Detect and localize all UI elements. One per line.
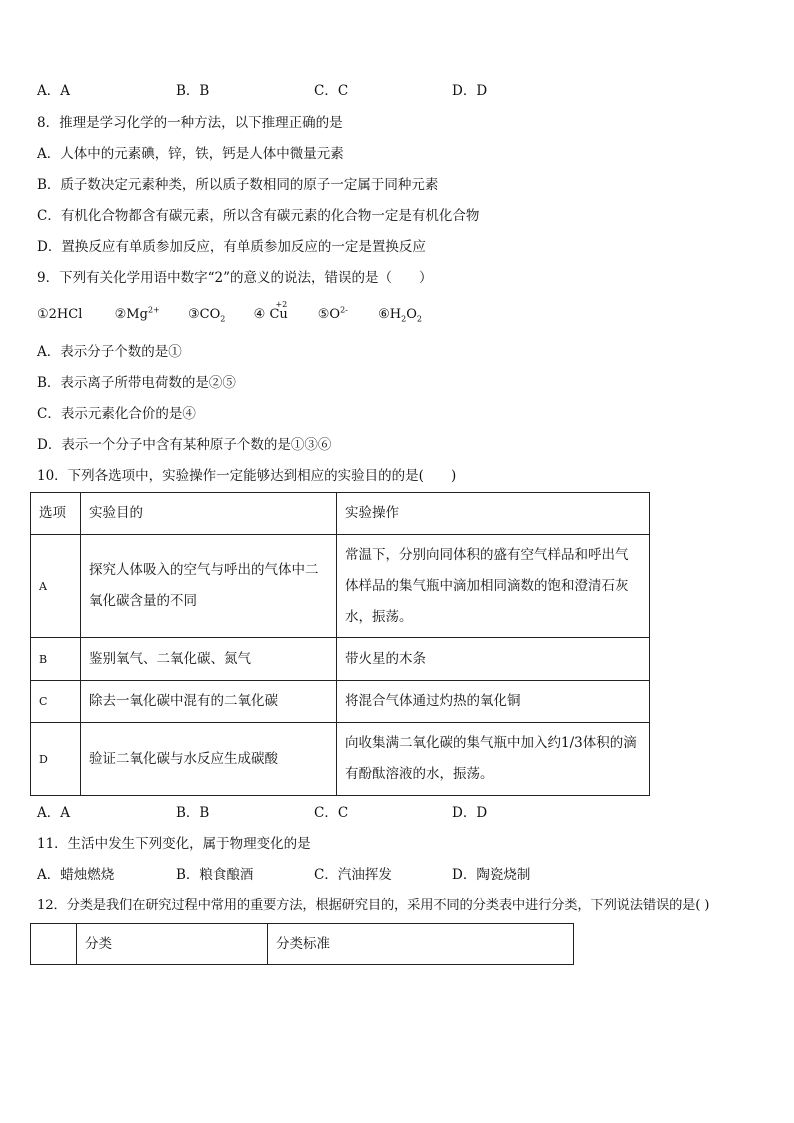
header-blank bbox=[31, 924, 77, 965]
q9-option-d: D．表示一个分子中含有某种原子个数的是①③⑥ bbox=[37, 437, 332, 453]
header-category: 分类 bbox=[77, 924, 268, 965]
q7-option-c: C．C bbox=[314, 83, 349, 99]
formula-1: ①2HCl bbox=[37, 307, 83, 322]
formula-5: $⑤O^{2-}$ bbox=[317, 305, 348, 322]
q9-option-b: B．表示离子所带电荷数的是②⑤ bbox=[37, 375, 236, 391]
q10-option-b: B．B bbox=[176, 805, 210, 821]
formula-3: $③CO_2$ bbox=[188, 307, 226, 324]
header-criterion: 分类标准 bbox=[268, 924, 574, 965]
header-goal: 实验目的 bbox=[81, 493, 337, 535]
formula-6: $⑥H_2O_2$ bbox=[378, 307, 422, 324]
q9-stem: 9．下列有关化学用语中数字“2”的意义的说法，错误的是（ ） bbox=[37, 270, 433, 286]
q8-option-a: A．人体中的元素碘，锌，铁，钙是人体中微量元素 bbox=[37, 146, 344, 162]
q10-option-d: D．D bbox=[452, 805, 488, 821]
row-c-option: C bbox=[31, 681, 81, 723]
row-a-option: A bbox=[31, 535, 81, 638]
q7-option-b: B．B bbox=[176, 83, 210, 99]
q10-option-c: C．C bbox=[314, 805, 349, 821]
row-c-goal: 除去一氧化碳中混有的二氧化碳 bbox=[81, 681, 337, 723]
formula-4: ④ +2 Cu bbox=[253, 300, 288, 322]
q11-option-d: D．陶瓷烧制 bbox=[452, 867, 531, 883]
q8-option-b: B．质子数决定元素种类，所以质子数相同的原子一定属于同种元素 bbox=[37, 177, 439, 193]
header-option: 选项 bbox=[31, 493, 81, 535]
q7-option-d: D．D bbox=[452, 83, 488, 99]
table-header-row bbox=[31, 924, 574, 965]
row-d-option: D bbox=[31, 723, 81, 796]
row-a-goal: 探究人体吸入的空气与呼出的气体中二氧化碳含量的不同 bbox=[81, 535, 337, 638]
table-row bbox=[31, 723, 650, 796]
row-a-operation: 常温下，分别向同体积的盛有空气样品和呼出气体样品的集气瓶中滴加相同滴数的饱和澄清石灰水，振荡。 bbox=[337, 535, 650, 638]
q9-formula-row bbox=[37, 300, 422, 324]
q11-stem: 11．生活中发生下列变化，属于物理变化的是 bbox=[37, 836, 311, 852]
table-row bbox=[31, 535, 650, 638]
table-row bbox=[31, 681, 650, 723]
row-b-option: B bbox=[31, 638, 81, 681]
q12-stem: 12．分类是我们在研究过程中常用的重要方法，根据研究目的，采用不同的分类表中进行分类，下列说法错误的是( ) bbox=[37, 898, 710, 913]
q10-table bbox=[30, 492, 650, 796]
row-c-operation: 将混合气体通过灼热的氧化铜 bbox=[337, 681, 650, 723]
formula-2: $②Mg^{2+}$ bbox=[114, 305, 160, 322]
row-b-goal: 鉴别氧气、二氧化碳、氮气 bbox=[81, 638, 337, 681]
q11-option-a: A．蜡烛燃烧 bbox=[37, 867, 115, 883]
q9-option-a: A．表示分子个数的是① bbox=[37, 344, 182, 360]
row-d-operation: 向收集满二氧化碳的集气瓶中加入约1/3体积的滴有酚酞溶液的水，振荡。 bbox=[337, 723, 650, 796]
q10-stem: 10．下列各选项中，实验操作一定能够达到相应的实验目的的是( ) bbox=[37, 468, 457, 484]
q11-option-b: B．粮食酿酒 bbox=[176, 867, 254, 883]
row-b-operation: 带火星的木条 bbox=[337, 638, 650, 681]
row-d-goal: 验证二氧化碳与水反应生成碳酸 bbox=[81, 723, 337, 796]
q9-option-c: C．表示元素化合价的是④ bbox=[37, 406, 196, 422]
q11-option-c: C．汽油挥发 bbox=[314, 867, 392, 883]
q8-option-d: D．置换反应有单质参加反应，有单质参加反应的一定是置换反应 bbox=[37, 239, 426, 255]
table-row bbox=[31, 638, 650, 681]
q10-option-a: A．A bbox=[37, 805, 70, 821]
header-operation: 实验操作 bbox=[337, 493, 650, 535]
q7-option-a: A．A bbox=[37, 83, 70, 99]
q12-table bbox=[30, 923, 574, 965]
table-header-row bbox=[31, 493, 650, 535]
q8-stem: 8．推理是学习化学的一种方法，以下推理正确的是 bbox=[37, 115, 343, 131]
q8-option-c: C．有机化合物都含有碳元素，所以含有碳元素的化合物一定是有机化合物 bbox=[37, 208, 480, 224]
